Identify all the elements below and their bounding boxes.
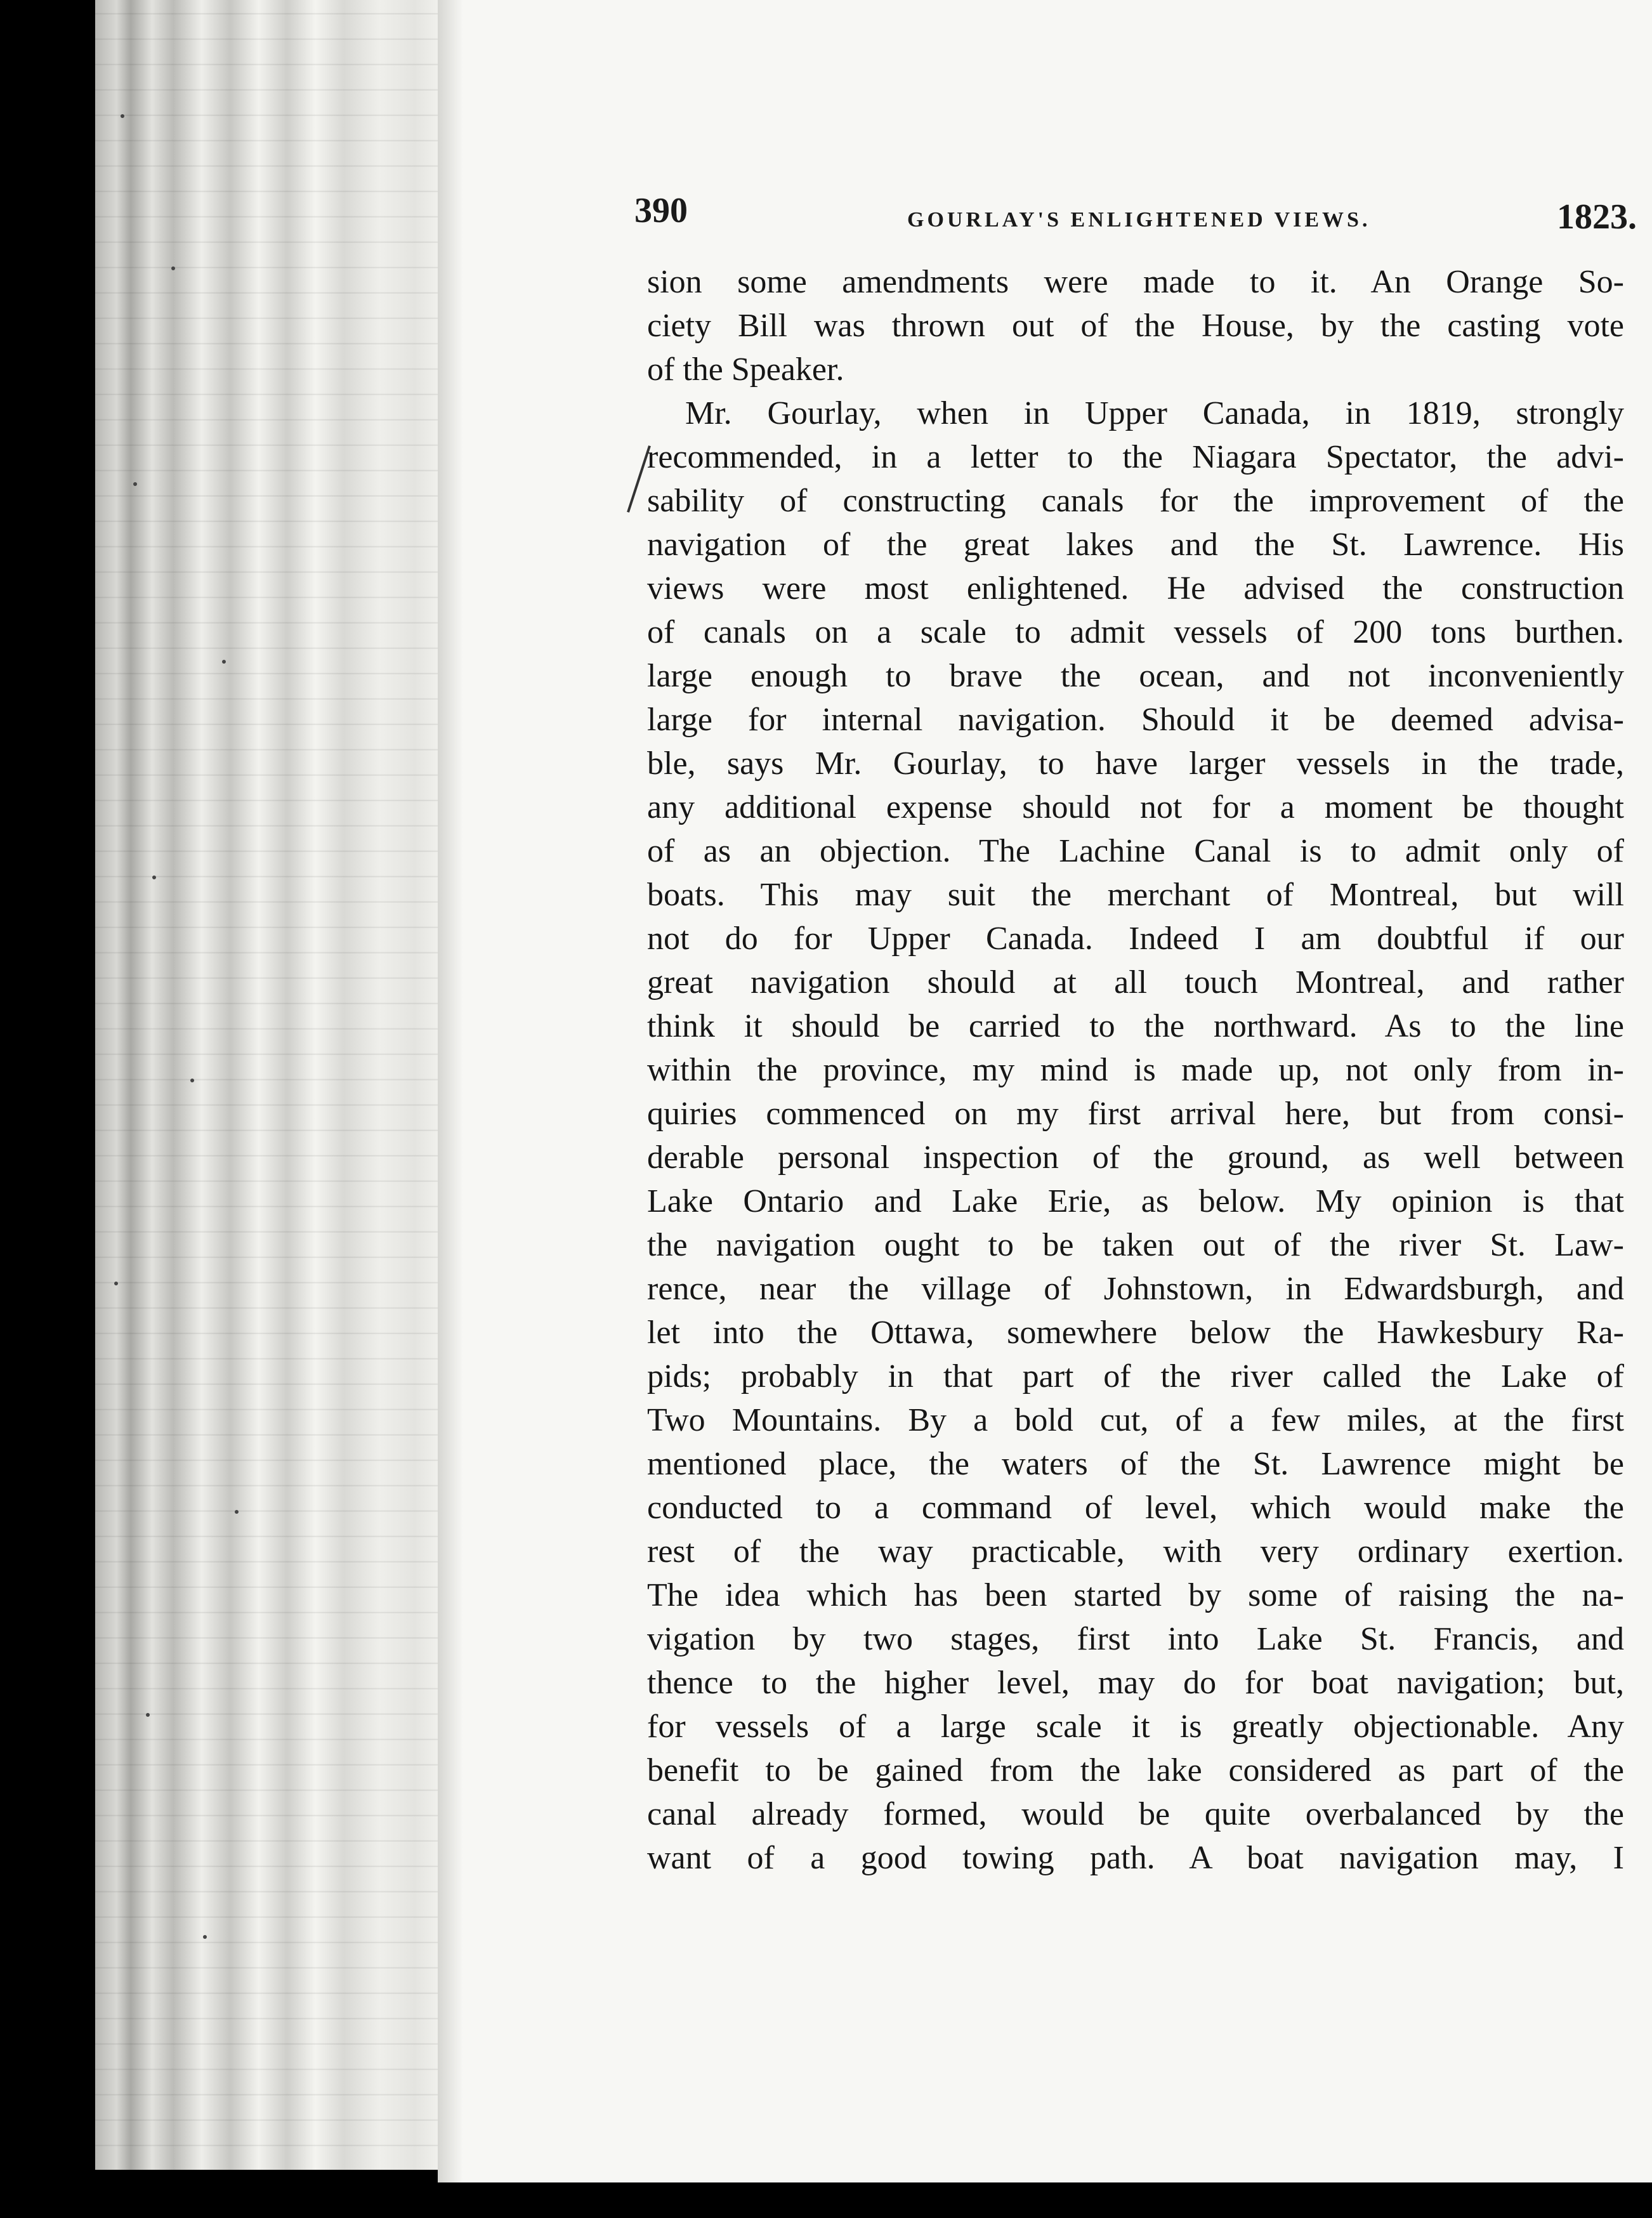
- text-line: of the Speaker.: [647, 351, 844, 388]
- text-line: not do for Upper Canada. Indeed I am doubtful if our: [647, 921, 1624, 957]
- text-line: recommended, in a letter to the Niagara Spectator, the advi-: [647, 439, 1624, 475]
- text-line: large enough to brave the ocean, and not inconveniently: [647, 658, 1624, 694]
- text-line: of as an objection. The Lachine Canal is to admit only of: [647, 833, 1624, 869]
- text-line: pids; probably in that part of the river called the Lake of: [647, 1358, 1624, 1394]
- book-page-edges: [95, 0, 450, 2170]
- text-line: of canals on a scale to admit vessels of 200 tons burthen.: [647, 614, 1624, 650]
- text-line: sability of constructing canals for the improvement of the: [647, 483, 1624, 519]
- header-year: 1823.: [1557, 197, 1637, 237]
- text-line: derable personal inspection of the ground, as well between: [647, 1139, 1624, 1176]
- dust-speck: [152, 876, 156, 879]
- text-line: rence, near the village of Johnstown, in Edwardsburgh, and: [647, 1271, 1624, 1307]
- text-line: great navigation should at all touch Montreal, and rather: [647, 964, 1624, 1001]
- text-line: for vessels of a large scale it is greatly objectionable. Any: [647, 1709, 1624, 1745]
- text-line: large for internal navigation. Should it be deemed advisa-: [647, 702, 1624, 738]
- text-line: boats. This may suit the merchant of Montreal, but will: [647, 877, 1624, 913]
- text-line: conducted to a command of level, which would make the: [647, 1490, 1624, 1526]
- text-line: views were most enlightened. He advised the construction: [647, 570, 1624, 607]
- text-line: want of a good towing path. A boat navigation may, I: [647, 1840, 1624, 1876]
- text-line: The idea which has been started by some of raising the na-: [647, 1577, 1624, 1613]
- text-line: benefit to be gained from the lake considered as part of the: [647, 1752, 1624, 1788]
- dust-speck: [235, 1510, 239, 1514]
- text-line: any additional expense should not for a moment be thought: [647, 789, 1624, 825]
- dust-speck: [146, 1713, 150, 1717]
- dust-speck: [133, 482, 137, 486]
- dust-speck: [190, 1079, 194, 1082]
- text-line: vigation by two stages, first into Lake St. Francis, and: [647, 1621, 1624, 1657]
- page-header: [634, 190, 1637, 247]
- dust-speck: [171, 266, 175, 270]
- text-line: Mr. Gourlay, when in Upper Canada, in 1819, strongly: [685, 395, 1624, 431]
- body-text: [647, 260, 1624, 1880]
- text-line: Lake Ontario and Lake Erie, as below. My opinion is that: [647, 1183, 1624, 1219]
- text-line: mentioned place, the waters of the St. Lawrence might be: [647, 1446, 1624, 1482]
- text-line: ble, says Mr. Gourlay, to have larger vessels in the trade,: [647, 745, 1624, 782]
- text-line: let into the Ottawa, somewhere below the Hawkesbury Ra-: [647, 1315, 1624, 1351]
- text-line: navigation of the great lakes and the St. Lawrence. His: [647, 527, 1624, 563]
- dust-speck: [222, 660, 226, 664]
- text-line: within the province, my mind is made up, not only from in-: [647, 1052, 1624, 1088]
- dust-speck: [114, 1282, 118, 1285]
- dust-speck: [121, 114, 124, 118]
- text-line: canal already formed, would be quite overbalanced by the: [647, 1796, 1624, 1832]
- scan-border: [0, 2182, 1652, 2218]
- text-line: the navigation ought to be taken out of the river St. Law-: [647, 1227, 1624, 1263]
- text-line: rest of the way practicable, with very ordinary exertion.: [647, 1533, 1624, 1570]
- text-line: ciety Bill was thrown out of the House, by the casting vote: [647, 308, 1624, 344]
- text-line: thence to the higher level, may do for boat navigation; but,: [647, 1665, 1624, 1701]
- text-line: quiries commenced on my first arrival here, but from consi-: [647, 1096, 1624, 1132]
- running-title: GOURLAY'S ENLIGHTENED VIEWS.: [907, 208, 1371, 232]
- text-line: sion some amendments were made to it. An Orange So-: [647, 264, 1624, 300]
- page-gutter: [438, 0, 463, 2182]
- text-line: Two Mountains. By a bold cut, of a few miles, at the first: [647, 1402, 1624, 1438]
- page-number: 390: [634, 191, 688, 230]
- text-line: think it should be carried to the northward. As to the line: [647, 1008, 1624, 1044]
- dust-speck: [203, 1935, 207, 1939]
